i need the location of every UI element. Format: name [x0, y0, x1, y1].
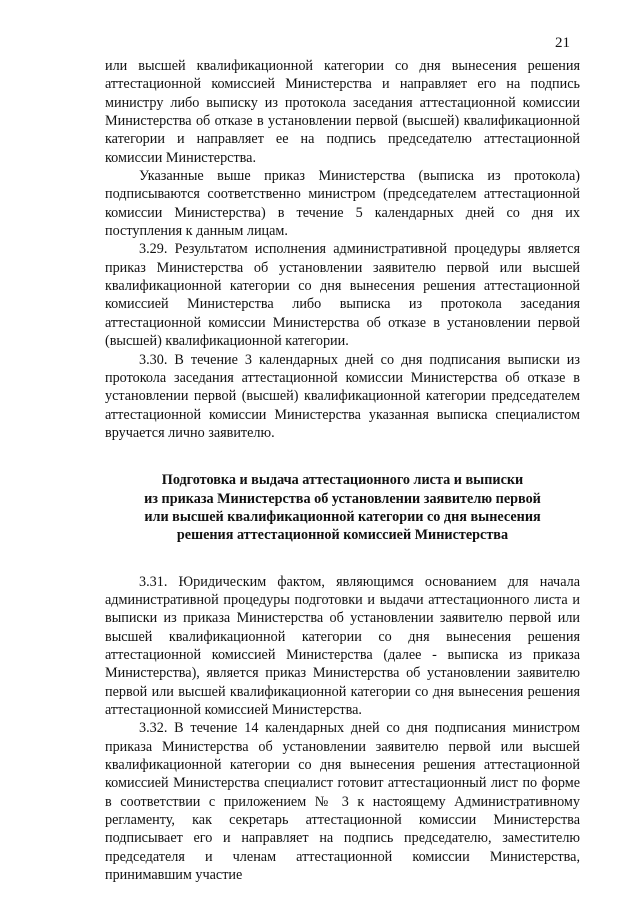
paragraph-3-32: 3.32. В течение 14 календарных дней со дня подписания министром приказа Министерства об установлении заявителю первой или высшей квалификационной категории со дня вынесения решения аттестационной комиссией Министерства специалист готовит аттестационный лист по форме в соответствии с приложением № 3 к настоящему Административному регламенту, как секретарь аттестационной комиссии Министерства подписывает его и направляет на подпись председателю, заместителю председателя и членам аттестационной комиссии Министерства, принимавшим участие [105, 720, 580, 884]
paragraph-3-30: 3.30. В течение 3 календарных дней со дня подписания выписки из протокола заседания аттестационной комиссии Министерства об отказе в установлении первой (высшей) квалификационной категории председателем аттестационной комиссии Министерства указанная выписка специалистом вручается лично заявителю. [105, 351, 580, 441]
paragraph-3-31: 3.31. Юридическим фактом, являющимся основанием для начала административной процедуры подготовки и выдачи аттестационного листа и выписки из приказа Министерства об установлении заявителю первой или высшей квалификационной категории со дня вынесения решения аттестационной комиссией Министерства (далее - выписка из приказа Министерства), является приказ Министерства об установлении заявителю первой или высшей квалификационной категории со дня вынесения решения аттестационной комиссией Министерства. [105, 573, 580, 718]
paragraph-3-29: 3.29. Результатом исполнения административной процедуры является приказ Министерства об установлении заявителю первой или высшей квалификационной категории со дня вынесения решения аттестационной комиссией Министерства либо выписка из протокола заседания аттестационной комиссии Министерства об отказе в установлении первой (высшей) квалификационной категории. [105, 241, 580, 350]
page-number: 21 [555, 35, 570, 51]
section-heading-line: Подготовка и выдача аттестационного листа и выписки [161, 472, 524, 489]
paragraph-signing: Указанные выше приказ Министерства (выписка из протокола) подписываются соответственно министром (председателем аттестационной комиссии Министерства) в течение 5 календарных дней со дня их поступления к данным лицам. [105, 168, 580, 240]
section-heading-line: из приказа Министерства об установлении заявителю первой [144, 490, 541, 507]
paragraph-continuation: или высшей квалификационной категории со дня вынесения решения аттестационной комиссией Министерства и направляет его на подпись министру либо выписку из протокола заседания аттестационной комиссии Министерства об отказе в установлении первой (высшей) квалификационной категории и направляет ее на подпись председателю аттестационной комиссии Министерства. [105, 58, 580, 166]
document-body [105, 57, 580, 884]
section-heading-line: или высшей квалификационной категории со дня вынесения [144, 508, 541, 525]
section-heading-line: решения аттестационной комиссией Министерства [176, 527, 509, 544]
section-heading [105, 471, 580, 544]
